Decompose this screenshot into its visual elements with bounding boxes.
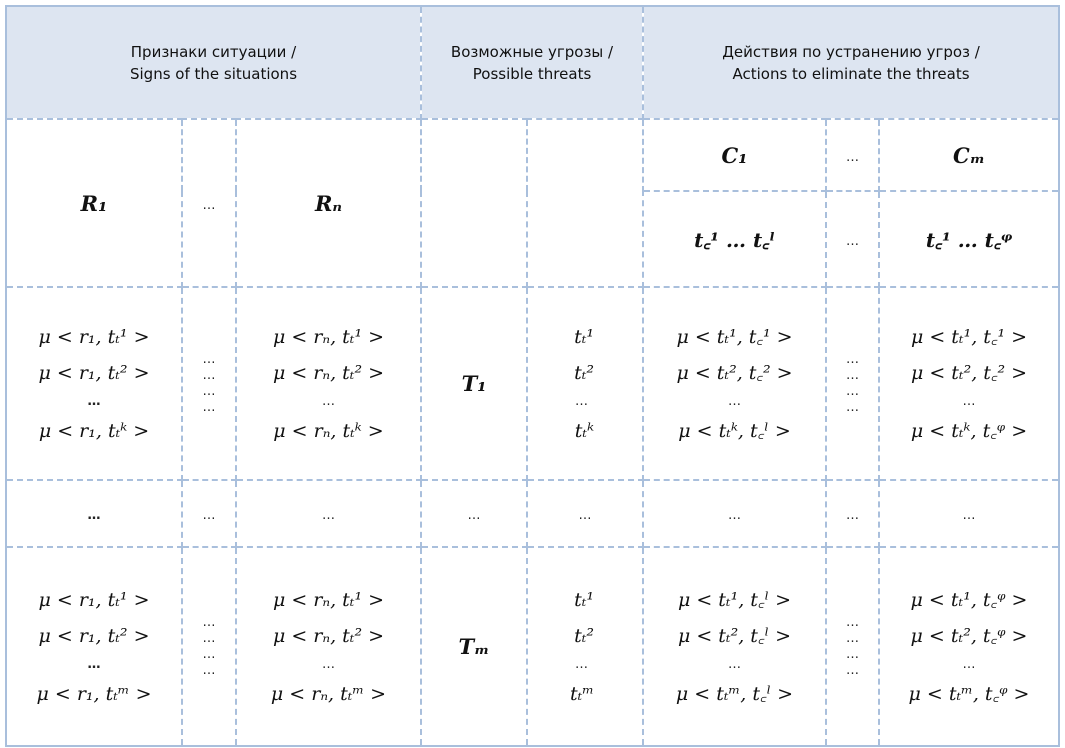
ellipsis: … bbox=[202, 662, 216, 678]
formula: μ < r₁, tₜ² > bbox=[38, 361, 150, 384]
block1-cm-cell bbox=[879, 287, 1059, 480]
ellipsis: … bbox=[202, 351, 216, 367]
block2-cm-cell bbox=[879, 547, 1059, 746]
ellipsis: … bbox=[202, 197, 216, 213]
mid-threat-cell bbox=[421, 480, 527, 547]
formula: μ < tₜᵏ, t꜀ᵠ > bbox=[910, 419, 1028, 442]
formula: μ < rₙ, tₜ² > bbox=[272, 624, 385, 647]
ellipsis: … bbox=[846, 367, 860, 383]
formula: μ < tₜ¹, t꜀ˡ > bbox=[677, 588, 792, 611]
header-signs-ru: Признаки ситуации / bbox=[130, 42, 297, 61]
c-range-ellipsis-cell bbox=[826, 191, 879, 287]
signs-threats-actions-table bbox=[5, 5, 1060, 747]
formula: μ < r₁, tₜᵐ > bbox=[36, 682, 152, 705]
formula: μ < tₜᵐ, t꜀ˡ > bbox=[675, 682, 794, 705]
formula: μ < tₜ¹, t꜀¹ > bbox=[676, 325, 793, 348]
ellipsis: … bbox=[962, 393, 976, 409]
ellipsis: … bbox=[202, 646, 216, 662]
ellipsis: … bbox=[578, 508, 592, 523]
mid-rn-cell bbox=[236, 480, 421, 547]
block1-c-ellipsis-cell bbox=[826, 287, 879, 480]
formula: μ < tₜ², t꜀² > bbox=[910, 361, 1028, 384]
label-rn-cell bbox=[236, 119, 421, 287]
ellipsis: … bbox=[846, 149, 860, 165]
threat-item: tₜᵐ bbox=[570, 682, 595, 705]
formula: μ < tₜᵏ, t꜀ˡ > bbox=[678, 419, 791, 442]
mid-r1-cell bbox=[6, 480, 182, 547]
ellipsis: … bbox=[322, 508, 335, 523]
label-r1: R₁ bbox=[80, 190, 108, 216]
ellipsis: … bbox=[467, 508, 481, 523]
header-signs-en: Signs of the situations bbox=[129, 64, 298, 83]
formula: μ < tₜ², t꜀ˡ > bbox=[677, 624, 792, 647]
ellipsis: … bbox=[322, 393, 335, 409]
label-c-ellipsis-cell bbox=[826, 119, 879, 191]
block2-ellipsis-cell bbox=[182, 547, 236, 746]
ellipsis: … bbox=[962, 656, 976, 672]
header-signs bbox=[6, 6, 421, 119]
c1-range: t꜀¹ … t꜀ˡ bbox=[694, 227, 775, 252]
formula: μ < rₙ, tₜ¹ > bbox=[272, 325, 385, 348]
ellipsis: … bbox=[962, 508, 976, 523]
ellipsis: … bbox=[846, 508, 860, 523]
mid-ellipsis-cell bbox=[182, 480, 236, 547]
ellipsis: … bbox=[728, 656, 742, 672]
cm-range: t꜀¹ … t꜀ᵠ bbox=[925, 227, 1013, 252]
label-t1: T₁ bbox=[461, 371, 487, 396]
ellipsis: … bbox=[846, 646, 860, 662]
mid-cm-cell bbox=[879, 480, 1059, 547]
empty-threat-cell bbox=[421, 119, 527, 287]
label-rn: Rₙ bbox=[314, 190, 343, 216]
ellipsis: … bbox=[728, 508, 742, 523]
mid-c-ellipsis-cell bbox=[826, 480, 879, 547]
ellipsis: … bbox=[575, 393, 589, 409]
ellipsis: … bbox=[87, 393, 101, 409]
ellipsis: … bbox=[202, 383, 216, 399]
ellipsis: … bbox=[846, 630, 860, 646]
ellipsis: … bbox=[846, 614, 860, 630]
label-cm: Cₘ bbox=[953, 142, 986, 168]
formula: μ < r₁, tₜ¹ > bbox=[38, 588, 150, 611]
header-threats bbox=[421, 6, 643, 119]
ellipsis: … bbox=[846, 351, 860, 367]
formula: μ < r₁, tₜ¹ > bbox=[38, 325, 150, 348]
label-r1-cell bbox=[6, 119, 182, 287]
block1-threat-cell bbox=[421, 287, 527, 480]
block2-threat-cell bbox=[421, 547, 527, 746]
mid-t-cell bbox=[527, 480, 643, 547]
block1-c1-cell bbox=[643, 287, 826, 480]
threat-item: tₜᵏ bbox=[574, 419, 595, 442]
ellipsis: … bbox=[202, 367, 216, 383]
formula: μ < tₜ², t꜀ᵠ > bbox=[910, 624, 1028, 647]
threat-item: tₜ¹ bbox=[574, 325, 595, 348]
header-actions-en: Actions to eliminate the threats bbox=[732, 64, 970, 83]
formula: μ < rₙ, tₜ² > bbox=[272, 361, 385, 384]
formula: μ < rₙ, tₜ¹ > bbox=[272, 588, 385, 611]
ellipsis: … bbox=[575, 656, 589, 672]
ellipsis: … bbox=[322, 656, 335, 672]
threat-item: tₜ² bbox=[574, 624, 595, 647]
block2-r1-cell bbox=[6, 547, 182, 746]
header-actions-ru: Действия по устранению угроз / bbox=[722, 42, 980, 61]
formula: μ < tₜ¹, t꜀¹ > bbox=[910, 325, 1028, 348]
label-c1-cell bbox=[643, 119, 826, 191]
ellipsis: … bbox=[846, 662, 860, 678]
ellipsis: … bbox=[846, 399, 860, 415]
block1-rn-cell bbox=[236, 287, 421, 480]
empty-threat-sub-cell bbox=[527, 119, 643, 287]
header-threats-ru: Возможные угрозы / bbox=[450, 42, 614, 61]
ellipsis: … bbox=[846, 233, 860, 249]
ellipsis: … bbox=[87, 508, 101, 523]
threat-item: tₜ¹ bbox=[574, 588, 595, 611]
label-cm-cell bbox=[879, 119, 1059, 191]
formula: μ < r₁, tₜᵏ > bbox=[38, 419, 150, 442]
ellipsis: … bbox=[202, 630, 216, 646]
ellipsis: … bbox=[87, 656, 101, 672]
ellipsis: … bbox=[202, 508, 216, 523]
block1-ellipsis-cell bbox=[182, 287, 236, 480]
formula: μ < tₜ², t꜀² > bbox=[676, 361, 793, 384]
formula: μ < rₙ, tₜᵏ > bbox=[273, 419, 384, 442]
formula: μ < tₜ¹, t꜀ᵠ > bbox=[910, 588, 1028, 611]
block2-c-ellipsis-cell bbox=[826, 547, 879, 746]
formula: μ < r₁, tₜ² > bbox=[38, 624, 150, 647]
ellipsis: … bbox=[202, 399, 216, 415]
label-tm: Tₘ bbox=[458, 634, 490, 659]
label-c1: C₁ bbox=[721, 142, 748, 168]
ellipsis: … bbox=[202, 614, 216, 630]
ellipsis: … bbox=[728, 393, 742, 409]
block1-t-cell bbox=[527, 287, 643, 480]
label-ellipsis-cell bbox=[182, 119, 236, 287]
cm-range-cell bbox=[879, 191, 1059, 287]
c1-range-cell bbox=[643, 191, 826, 287]
header-threats-en: Possible threats bbox=[472, 64, 592, 83]
formula: μ < tₜᵐ, t꜀ᵠ > bbox=[908, 682, 1030, 705]
block1-r1-cell bbox=[6, 287, 182, 480]
ellipsis: … bbox=[846, 383, 860, 399]
mid-c1-cell bbox=[643, 480, 826, 547]
threat-item: tₜ² bbox=[574, 361, 595, 384]
block2-t-cell bbox=[527, 547, 643, 746]
block2-rn-cell bbox=[236, 547, 421, 746]
formula: μ < rₙ, tₜᵐ > bbox=[270, 682, 387, 705]
block2-c1-cell bbox=[643, 547, 826, 746]
header-actions bbox=[643, 6, 1059, 119]
